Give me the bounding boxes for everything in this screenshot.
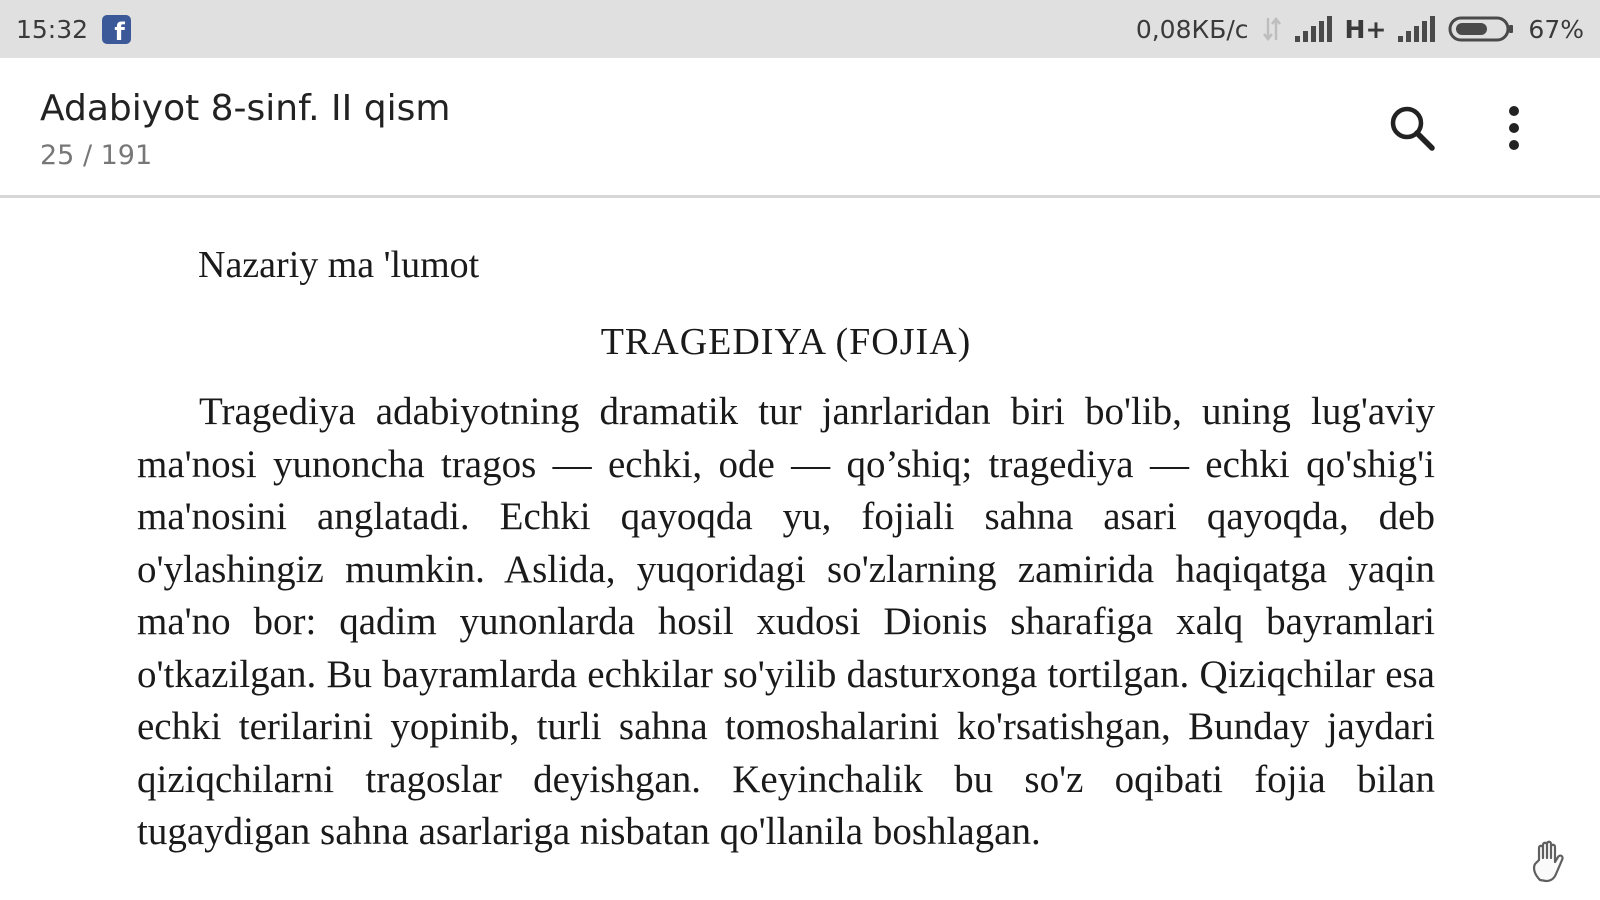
hand-icon bbox=[1530, 840, 1570, 884]
battery-percent: 67% bbox=[1528, 14, 1584, 44]
status-time: 15:32 bbox=[16, 14, 89, 44]
status-right bbox=[1136, 14, 1584, 44]
battery-icon bbox=[1448, 14, 1516, 44]
book-title: Adabiyot 8-sinf. II qism bbox=[40, 88, 451, 129]
chapter-heading: TRAGEDIYA (FOJIA) bbox=[600, 321, 972, 363]
status-left bbox=[16, 15, 131, 44]
status-bar bbox=[0, 0, 1600, 58]
network-type: H+ bbox=[1344, 14, 1387, 44]
app-bar bbox=[0, 58, 1600, 198]
search-button[interactable] bbox=[1382, 98, 1442, 158]
facebook-icon: f bbox=[102, 15, 131, 44]
hand-gesture-button[interactable] bbox=[1530, 840, 1570, 884]
network-speed: 0,08КБ/с bbox=[1135, 14, 1249, 44]
body-paragraph: Tragediya adabiyotning dramatik tur janrlaridan biri bo'lib, uning lug'aviy ma'nosi yunoncha tragos — echki, ode — qo’shiq; tragediya — echki qo'shig'i ma'nosini anglatadi. Echki qayoqda yu, fojiali sahna asari qayoqda, deb o'ylashingiz mumkin. Aslida, yuqoridagi so'zlarning zamirida haqiqatga yaqin ma'no bor: qadim yunonlarda hosil xudosi Dionis sharafiga xalq bayramlari o'tkazilgan. Bu bayramlarda echkilar so'yilib dasturxonga tortilgan. Qiziqchilar esa echki terilarini yopinib, turli sahna tomoshalarini ko'rsatishgan, Bunday jaydari qiziqchilarni tragoslar deyishgan. Keyinchalik bu so'z oqibati fojia bilan tugaydigan sahna asarlariga nisbatan qo'llanila boshlagan. bbox=[137, 390, 1435, 853]
more-vert-icon bbox=[1507, 104, 1521, 152]
document-page[interactable] bbox=[0, 198, 1600, 900]
page-indicator: 25 / 191 bbox=[40, 140, 153, 171]
signal-icon bbox=[1398, 16, 1436, 42]
signal-icon bbox=[1295, 16, 1333, 42]
more-options-button[interactable] bbox=[1494, 98, 1534, 158]
search-icon bbox=[1386, 102, 1438, 154]
data-transfer-icon bbox=[1261, 16, 1283, 42]
section-label: Nazariy ma 'lumot bbox=[198, 244, 480, 286]
